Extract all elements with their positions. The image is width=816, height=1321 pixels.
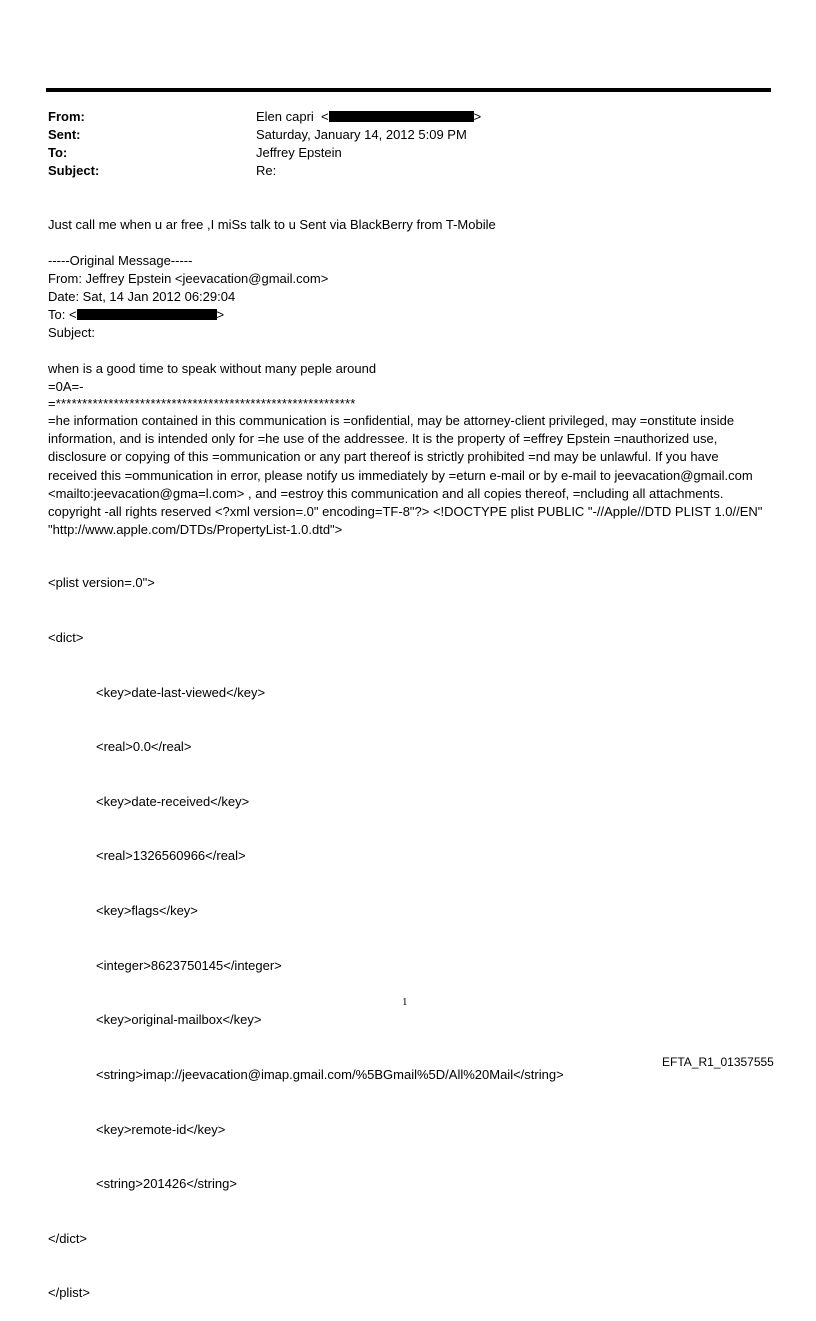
original-subject: Subject: xyxy=(48,325,95,340)
plist-line: <real>1326560966</real> xyxy=(96,848,246,864)
plist-line: <real>0.0</real> xyxy=(96,739,192,755)
subject-label: Subject: xyxy=(48,163,100,178)
original-marker: -----Original Message----- xyxy=(48,253,193,268)
reply-text: Just call me when u ar free ,I miSs talk to u Sent via BlackBerry from T-Mobile xyxy=(48,217,496,232)
encoding-line: =0A=- xyxy=(48,379,84,394)
from-open: < xyxy=(321,109,329,124)
original-to-suffix: > xyxy=(216,307,225,322)
plist-line: <string>201426</string> xyxy=(96,1176,237,1192)
plist-line: <key>original-mailbox</key> xyxy=(96,1012,262,1028)
message-block xyxy=(48,360,770,412)
plist-line: <integer>8623750145</integer> xyxy=(96,957,282,973)
subject-value: Re: xyxy=(256,163,277,178)
from-close: > xyxy=(473,109,482,124)
redaction-bar xyxy=(77,309,217,320)
message-text: when is a good time to speak without many peple around xyxy=(48,361,377,376)
plist-line: <key>flags</key> xyxy=(96,903,198,919)
email-header xyxy=(48,108,481,180)
original-to xyxy=(48,306,770,324)
to-label: To: xyxy=(48,145,68,160)
header-rule xyxy=(46,88,771,92)
from-row xyxy=(48,108,481,126)
plist-line: <key>date-received</key> xyxy=(96,793,250,809)
sent-value: Saturday, January 14, 2012 5:09 PM xyxy=(256,127,467,142)
plist-block xyxy=(48,538,564,1321)
dict-open: <dict> xyxy=(48,630,84,646)
to-row xyxy=(48,144,481,162)
from-label: From: xyxy=(48,109,85,124)
original-message-header xyxy=(48,252,770,342)
plist-open: <plist version=.0"> xyxy=(48,575,155,591)
plist-line: <string>imap://jeevacation@imap.gmail.com/%5BGmail%5D/All%20Mail</string> xyxy=(96,1066,564,1082)
original-to-prefix: To: < xyxy=(48,307,77,322)
to-value: Jeffrey Epstein xyxy=(256,145,342,160)
disclaimer-text: =he information contained in this communication is =onfidential, may be attorney-client privileged, may =onstitute inside information, and is intended only for =he use of the addressee. It is the property of =effrey Epstein =nauthorized use, disclosure or copying of this =ommunication or any part thereof is strictly prohibited =nd may be unlawful. If you have received this =ommunication in error, please notify us immediately by =eturn e-mail or by e-mail to jeevacation@gmail.com <mailto:jeevacation@gma=l.com> , and =estroy this communication and all copies thereof, =ncluding all attachments. copyright -all rights reserved <?xml version=.0" encoding=TF-8"?> <!DOCTYPE plist PUBLIC "-//Apple//DTD PLIST 1.0//EN" "http://www.apple.com/DTDs/PropertyList-1.0.dtd"> xyxy=(48,413,763,538)
dict-close: </dict> xyxy=(48,1230,88,1246)
original-date: Date: Sat, 14 Jan 2012 06:29:04 xyxy=(48,289,236,304)
sent-row xyxy=(48,126,481,144)
plist-line: <key>remote-id</key> xyxy=(96,1121,226,1137)
star-separator: =********************************************************* xyxy=(48,396,356,411)
page-number: 1 xyxy=(402,996,408,1008)
redaction-bar xyxy=(329,111,474,122)
sent-label: Sent: xyxy=(48,127,81,142)
from-name: Elen capri xyxy=(256,109,314,124)
plist-close: </plist> xyxy=(48,1285,90,1301)
plist-line: <key>date-last-viewed</key> xyxy=(96,684,266,700)
original-from: From: Jeffrey Epstein <jeevacation@gmail.com> xyxy=(48,271,329,286)
subject-row xyxy=(48,162,481,180)
bates-number: EFTA_R1_01357555 xyxy=(662,1055,774,1069)
from-value xyxy=(256,108,481,126)
